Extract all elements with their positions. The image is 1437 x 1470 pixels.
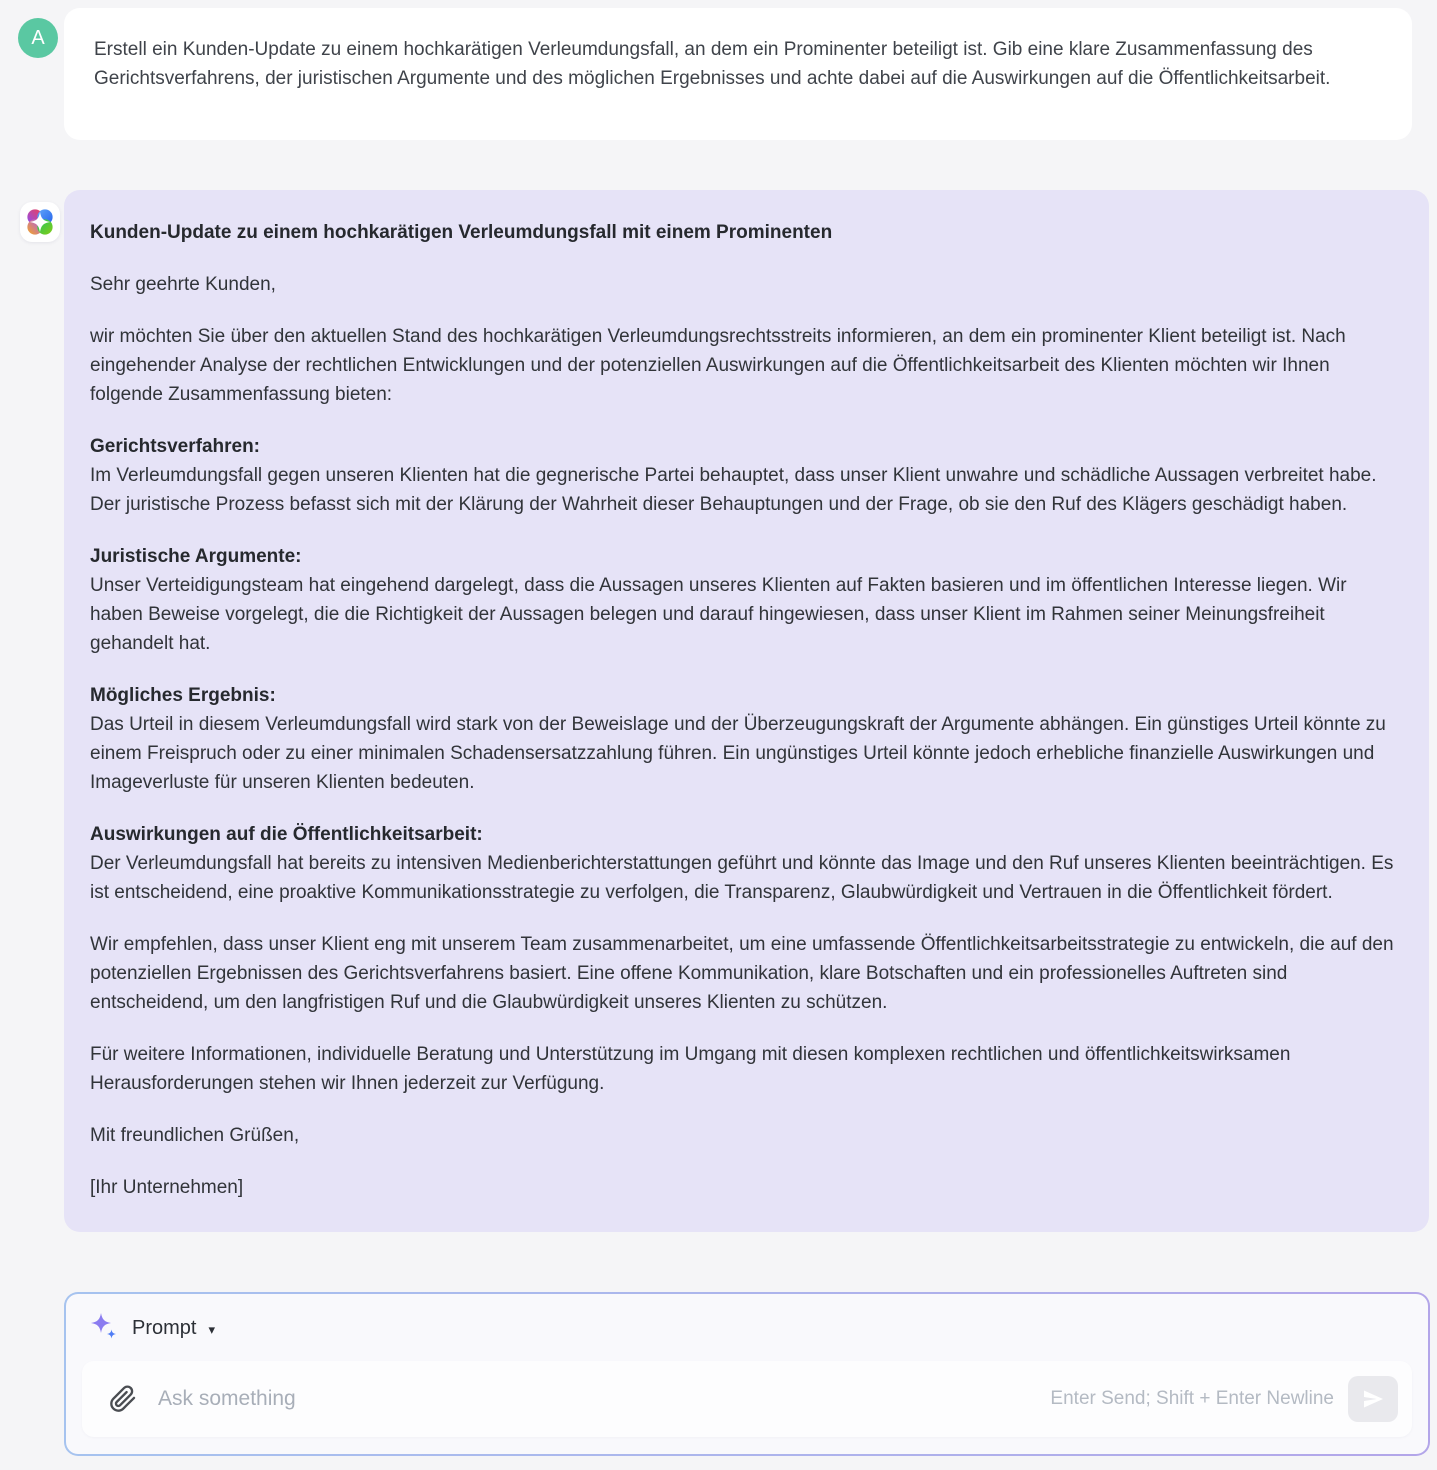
section-body: Der Verleumdungsfall hat bereits zu intensiven Medienberichterstattungen geführt und könnte das Image und den Ruf unseres Klienten beeinträchtigen. Es ist entscheidend, eine proaktive Kommunikationsstrategie zu verfolgen, die Transparenz, Glaubwürdigkeit und Vertrauen in die Öffentlichkeit fördert. [90, 853, 1394, 903]
send-button[interactable] [1348, 1376, 1398, 1422]
assistant-message-bubble [64, 190, 1429, 1232]
assistant-section [90, 542, 1399, 658]
assistant-section [90, 820, 1399, 907]
section-heading: Juristische Argumente: [90, 546, 302, 567]
assistant-signature: [Ihr Unternehmen] [90, 1177, 244, 1198]
section-body: Im Verleumdungsfall gegen unseren Klienten hat die gegnerische Partei behauptet, dass unser Klient unwahre und schädliche Aussagen verbreitet habe. Der juristische Prozess befasst sich mit der Klärung der Wahrheit dieser Behauptungen und der Frage, ob sie den Ruf des Klägers geschädigt haben. [90, 465, 1377, 515]
user-message-text: Erstell ein Kunden-Update zu einem hochkarätigen Verleumdungsfall, an dem ein Prominenter beteiligt ist. Gib eine klare Zusammenfassung des Gerichtsverfahrens, der juristischen Argumente und des möglichen Ergebnisses und achte dabei auf die Auswirkungen auf die Öffentlichkeitsarbeit. [94, 39, 1331, 89]
sparkle-icon [90, 1312, 118, 1345]
keyboard-hint: Enter Send; Shift + Enter Newline [1050, 1388, 1334, 1409]
section-heading: Auswirkungen auf die Öffentlichkeitsarbeit: [90, 824, 483, 845]
paper-plane-icon [1361, 1387, 1385, 1411]
message-input[interactable] [158, 1387, 1050, 1411]
assistant-clover-logo-icon [20, 202, 60, 242]
assistant-paragraph: Für weitere Informationen, individuelle Beratung und Unterstützung im Umgang mit diesen komplexen rechtlichen und öffentlichkeitswirksamen Herausforderungen stehen wir Ihnen jederzeit zur Verfügung. [90, 1044, 1291, 1094]
assistant-section [90, 681, 1399, 797]
assistant-paragraph: Wir empfehlen, dass unser Klient eng mit unserem Team zusammenarbeitet, um eine umfassende Öffentlichkeitsarbeitsstrategie zu entwickeln, die auf den potenziellen Ergebnissen des Gerichtsverfahrens basiert. Eine offene Kommunikation, klare Botschaften und ein professionelles Auftreten sind entscheidend, um den langfristigen Ruf und die Glaubwürdigkeit unseres Klienten zu schützen. [90, 934, 1394, 1013]
message-input-row [82, 1361, 1412, 1437]
composer-header [66, 1294, 1428, 1355]
user-avatar: A [18, 18, 58, 58]
chevron-down-icon: ▾ [208, 1322, 215, 1337]
section-heading: Gerichtsverfahren: [90, 436, 261, 457]
assistant-title: Kunden-Update zu einem hochkarätigen Verleumdungsfall mit einem Prominenten [90, 222, 833, 243]
attachment-button[interactable] [106, 1382, 140, 1416]
assistant-greeting: Sehr geehrte Kunden, [90, 274, 276, 295]
assistant-signoff: Mit freundlichen Grüßen, [90, 1125, 300, 1146]
section-body: Unser Verteidigungsteam hat eingehend dargelegt, dass die Aussagen unseres Klienten auf Fakten basieren und im öffentlichen Interesse liegen. Wir haben Beweise vorgelegt, die die Richtigkeit der Aussagen belegen und darauf hingewiesen, dass unser Klient im Rahmen seiner Meinungsfreiheit gehandelt hat. [90, 575, 1347, 654]
prompt-dropdown[interactable] [132, 1317, 215, 1340]
composer [64, 1292, 1430, 1456]
paperclip-icon [109, 1385, 137, 1413]
section-body: Das Urteil in diesem Verleumdungsfall wird stark von der Beweislage und der Überzeugungskraft der Argumente abhängen. Ein günstiges Urteil könnte zu einem Freispruch oder zu einer minimalen Schadensersatzzahlung führen. Ein ungünstiges Urteil könnte jedoch erhebliche finanzielle Auswirkungen und Imageverluste für unseren Klienten bedeuten. [90, 714, 1386, 793]
prompt-dropdown-label: Prompt [132, 1317, 197, 1339]
user-message-bubble [64, 8, 1412, 140]
section-heading: Mögliches Ergebnis: [90, 685, 276, 706]
assistant-intro: wir möchten Sie über den aktuellen Stand des hochkarätigen Verleumdungsrechtsstreits informieren, an dem ein prominenter Klient beteiligt ist. Nach eingehender Analyse der rechtlichen Entwicklungen und der potenziellen Auswirkungen auf die Öffentlichkeitsarbeit des Klienten möchten wir Ihnen folgende Zusammenfassung bieten: [90, 326, 1346, 405]
assistant-section [90, 432, 1399, 519]
